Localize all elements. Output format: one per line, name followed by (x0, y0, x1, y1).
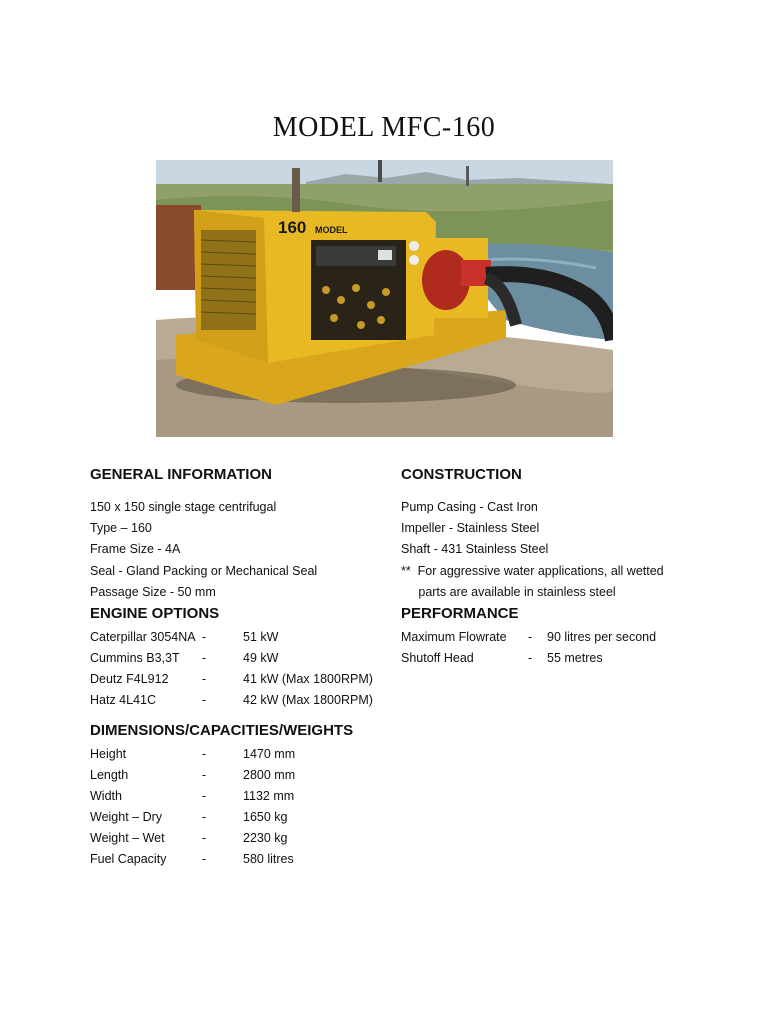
construction-line: ** For aggressive water applications, all wetted (401, 564, 664, 578)
dimension-label: Width (90, 789, 122, 803)
dimensions-heading: DIMENSIONS/CAPACITIES/WEIGHTS (90, 722, 354, 739)
dimension-label: Weight – Wet (90, 831, 165, 845)
engine-name: Cummins B3,3T (90, 651, 180, 665)
page-title: MODEL MFC-160 (272, 112, 496, 143)
engine-dash: - (202, 651, 207, 665)
performance-dash: - (528, 630, 533, 644)
general-info-line: 150 x 150 single stage centrifugal (90, 500, 277, 514)
engine-power: 51 kW (243, 630, 279, 644)
construction-heading: CONSTRUCTION (401, 466, 522, 483)
performance-label: Shutoff Head (401, 651, 474, 665)
pump-photo (156, 160, 613, 437)
performance-dash: - (528, 651, 533, 665)
engine-dash: - (202, 630, 207, 644)
construction-line: parts are available in stainless steel (401, 585, 616, 599)
dimension-value: 1132 mm (243, 789, 295, 803)
engine-dash: - (202, 693, 207, 707)
engine-name: Hatz 4L41C (90, 693, 157, 707)
general-info-line: Passage Size - 50 mm (90, 585, 216, 599)
dimension-value: 2230 kg (243, 831, 288, 845)
dimension-dash: - (202, 852, 207, 866)
general-info-line: Seal - Gland Packing or Mechanical Seal (90, 564, 318, 578)
dimension-label: Weight – Dry (90, 810, 163, 824)
performance-label: Maximum Flowrate (401, 630, 507, 644)
engine-dash: - (202, 672, 207, 686)
dimension-label: Length (90, 768, 129, 782)
engine-name: Caterpillar 3054NA (90, 630, 196, 644)
engine-power: 49 kW (243, 651, 279, 665)
performance-heading: PERFORMANCE (401, 605, 519, 622)
construction-line: Shaft - 431 Stainless Steel (401, 542, 549, 556)
engine-options-heading: ENGINE OPTIONS (90, 605, 220, 622)
dimension-dash: - (202, 789, 207, 803)
general-info-line: Frame Size - 4A (90, 542, 181, 556)
engine-power: 42 kW (Max 1800RPM) (243, 693, 373, 707)
badge-word: MODEL (315, 225, 348, 235)
dimension-dash: - (202, 747, 207, 761)
engine-power: 41 kW (Max 1800RPM) (243, 672, 373, 686)
dimension-label: Fuel Capacity (90, 852, 167, 866)
dimension-label: Height (90, 747, 127, 761)
dimension-dash: - (202, 768, 207, 782)
performance-value: 90 litres per second (547, 630, 657, 644)
general-information-heading: GENERAL INFORMATION (90, 466, 272, 483)
dimension-value: 580 litres (243, 852, 294, 866)
dimension-value: 1470 mm (243, 747, 296, 761)
dimension-dash: - (202, 831, 207, 845)
badge-number: 160 (278, 218, 307, 237)
engine-name: Deutz F4L912 (90, 672, 169, 686)
dimension-dash: - (202, 810, 207, 824)
construction-line: Impeller - Stainless Steel (401, 521, 540, 535)
dimension-value: 1650 kg (243, 810, 288, 824)
dimension-value: 2800 mm (243, 768, 296, 782)
construction-line: Pump Casing - Cast Iron (401, 500, 538, 514)
performance-value: 55 metres (547, 651, 603, 665)
general-info-line: Type – 160 (90, 521, 152, 535)
